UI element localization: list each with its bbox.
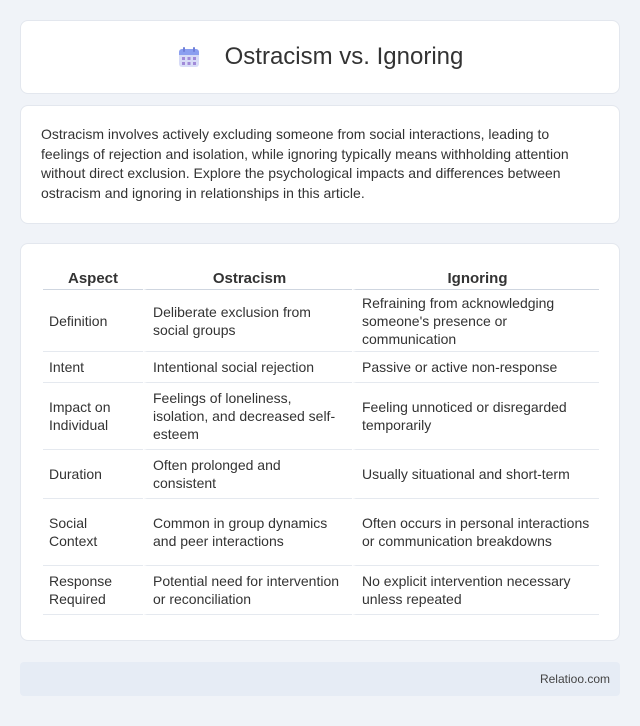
- table-row: [43, 499, 599, 566]
- header-ignoring: Ignoring: [352, 262, 599, 290]
- cell-aspect: Impact on Individual: [43, 383, 143, 450]
- comparison-table: [43, 262, 599, 615]
- cell-ignoring: Usually situational and short-term: [352, 450, 599, 499]
- comparison-card: [20, 243, 620, 641]
- cell-ignoring: No explicit intervention necessary unless repeated: [352, 566, 599, 615]
- table-header-row: [43, 262, 599, 290]
- cell-aspect: Definition: [43, 290, 143, 352]
- cell-ostracism: Potential need for intervention or reconciliation: [143, 566, 352, 615]
- cell-ostracism: Intentional social rejection: [143, 352, 352, 383]
- cell-aspect: Response Required: [43, 566, 143, 615]
- header-ostracism: Ostracism: [143, 262, 352, 290]
- cell-aspect: Social Context: [43, 499, 143, 566]
- cell-ignoring: Passive or active non-response: [352, 352, 599, 383]
- intro-paragraph: Ostracism involves actively excluding someone from social interactions, leading to feelings of rejection and isolation, while ignoring typically means withholding attention without direct exclusion. Explore the psychological impacts and differences between ostracism and ignoring in relationships in this article.: [41, 126, 569, 201]
- table-row: [43, 352, 599, 383]
- cell-ostracism: Feelings of loneliness, isolation, and decreased self-esteem: [143, 383, 352, 450]
- table-row: [43, 290, 599, 352]
- header-aspect: Aspect: [43, 262, 143, 290]
- cell-aspect: Duration: [43, 450, 143, 499]
- page-title: Ostracism vs. Ignoring: [224, 43, 464, 70]
- cell-ostracism: Common in group dynamics and peer interactions: [143, 499, 352, 566]
- footer-site-link[interactable]: Relatioo.com: [539, 672, 610, 686]
- table-row: [43, 383, 599, 450]
- calendar-icon: [177, 45, 201, 69]
- cell-ignoring: Feeling unnoticed or disregarded temporarily: [352, 383, 599, 450]
- cell-ignoring: Often occurs in personal interactions or communication breakdowns: [352, 499, 599, 566]
- cell-aspect: Intent: [43, 352, 143, 383]
- intro-card: [20, 105, 620, 224]
- footer: [20, 662, 620, 696]
- cell-ostracism: Often prolonged and consistent: [143, 450, 352, 499]
- table-row: [43, 450, 599, 499]
- table-row: [43, 566, 599, 615]
- cell-ostracism: Deliberate exclusion from social groups: [143, 290, 352, 352]
- cell-ignoring: Refraining from acknowledging someone's presence or communication: [352, 290, 599, 352]
- title-card: [20, 20, 620, 94]
